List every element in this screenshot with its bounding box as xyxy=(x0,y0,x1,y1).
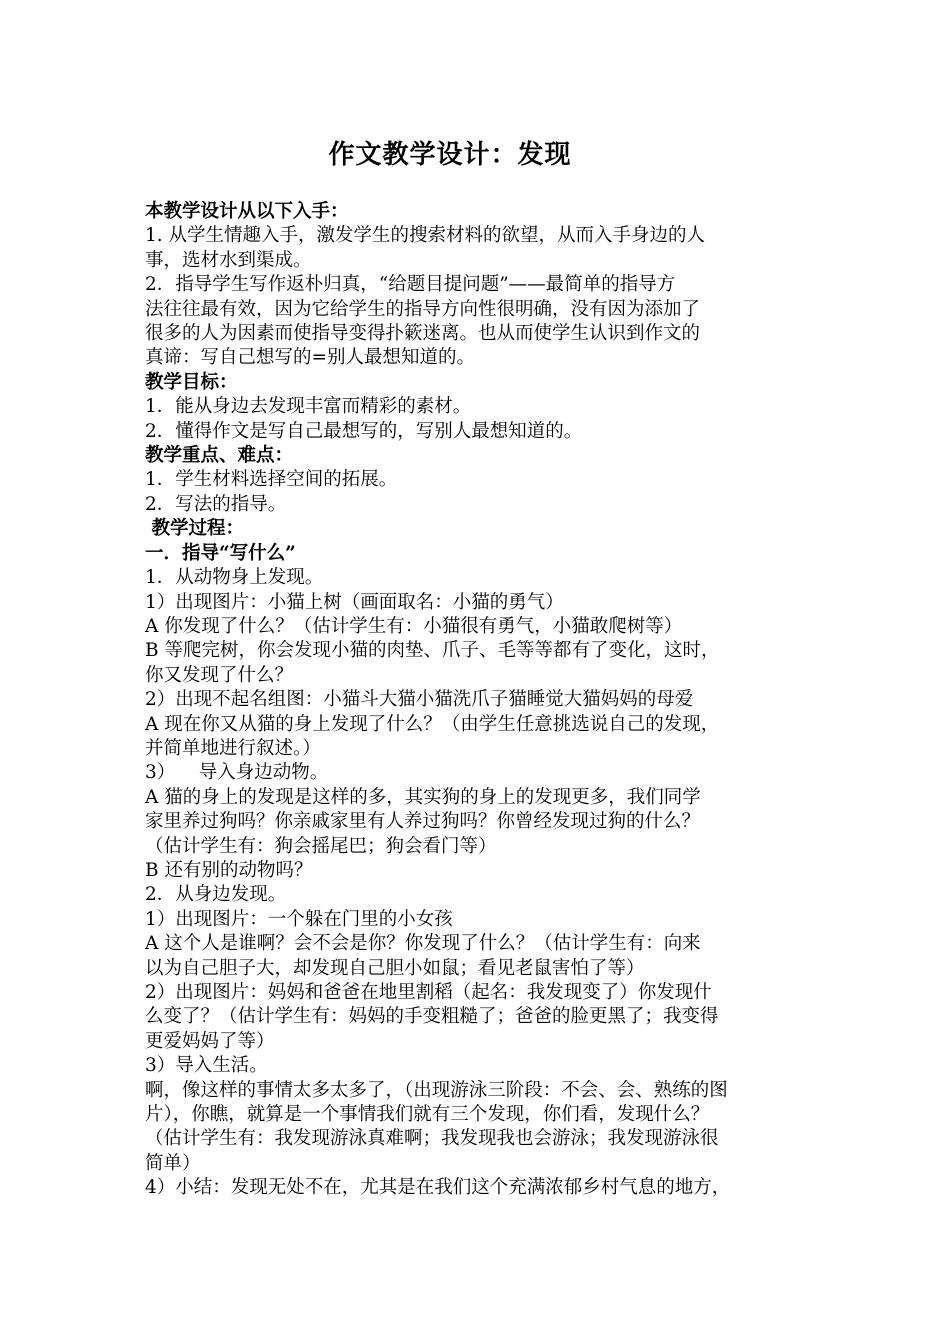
text-line: 事，选材水到渠成。 xyxy=(145,249,312,271)
text-line: 法往往最有效，因为它给学生的指导方向性很明确，没有因为添加了 xyxy=(145,298,701,320)
document-body xyxy=(145,200,815,1201)
text-line: A 猫的身上的发现是这样的多，其实狗的身上的发现更多，我们同学 xyxy=(145,786,701,808)
text-line: 1．学生材料选择空间的拓展。 xyxy=(145,469,398,491)
text-line: （估计学生有：我发现游泳真难啊；我发现我也会游泳；我发现游泳很 xyxy=(145,1128,719,1150)
text-line: 简单） xyxy=(145,1152,201,1174)
text-line: （估计学生有：狗会摇尾巴；狗会看门等） xyxy=(145,835,497,857)
text-line: 2．指导学生写作返朴归真，“给题目提问题”——最简单的指导方 xyxy=(145,274,676,296)
text-line: 3）导入生活。 xyxy=(145,1055,268,1077)
text-line: 你又发现了什么？ xyxy=(145,664,294,686)
text-line: 啊，像这样的事情太多太多了，（出现游泳三阶段：不会、会、熟练的图 xyxy=(145,1079,728,1101)
text-line: A 现在你又从猫的身上发现了什么？（由学生任意挑选说自己的发现， xyxy=(145,713,720,735)
text-line: 1. 从学生情趣入手，激发学生的搜索材料的欲望，从而入手身边的人 xyxy=(145,225,706,247)
text-line: 家里养过狗吗？你亲戚家里有人养过狗吗？你曾经发现过狗的什么？ xyxy=(145,811,701,833)
text-line: 4）小结：发现无处不在，尤其是在我们这个充满浓郁乡村气息的地方， xyxy=(145,1177,731,1199)
text-line: A 这个人是谁啊？会不会是你？你发现了什么？（估计学生有：向来 xyxy=(145,933,701,955)
text-line: 么变了？（估计学生有：妈妈的手变粗糙了；爸爸的脸更黑了；我变得 xyxy=(145,1006,719,1028)
text-line: B 还有别的动物吗？ xyxy=(145,859,313,881)
text-line: 2．写法的指导。 xyxy=(145,493,287,515)
section-heading: 教学目标： xyxy=(145,371,238,393)
section-heading: 教学过程： xyxy=(145,518,244,540)
text-line: 更爱妈妈了等） xyxy=(145,1030,275,1052)
text-line: 1）出现图片：小猫上树（画面取名：小猫的勇气） xyxy=(145,591,564,613)
text-line: 2．从身边发现。 xyxy=(145,884,287,906)
document-title: 作文教学设计：发现 xyxy=(328,140,572,170)
text-line: 很多的人为因素而使指导变得扑簌迷离。也从而使学生认识到作文的 xyxy=(145,323,701,345)
section-heading: 教学重点、难点： xyxy=(145,445,294,467)
section-heading: 一．指导“写什么” xyxy=(145,542,296,564)
text-line: 2）出现图片：妈妈和爸爸在地里割稻（起名：我发现变了）你发现什 xyxy=(145,982,712,1003)
section-heading: 本教学设计从以下入手： xyxy=(145,201,349,222)
text-line: 真谛：写自己想写的=别人最想知道的。 xyxy=(145,347,476,369)
text-line: 2．懂得作文是写自己最想写的，写别人最想知道的。 xyxy=(145,420,583,442)
text-line: 以为自己胆子大，却发现自己胆小如鼠；看见老鼠害怕了等） xyxy=(145,957,645,979)
text-line: 并简单地进行叙述。） xyxy=(145,737,321,759)
text-line: B 等爬完树，你会发现小猫的肉垫、爪子、毛等等都有了变化，这时， xyxy=(145,640,720,662)
text-line: 片），你瞧，就算是一个事情我们就有三个发现，你们看，发现什么？ xyxy=(145,1104,710,1126)
text-line: 2）出现不起名组图：小猫斗大猫小猫洗爪子猫睡觉大猫妈妈的母爱 xyxy=(145,689,694,711)
text-line: 1．从动物身上发现。 xyxy=(145,567,324,589)
text-line: 3） 导入身边动物。 xyxy=(145,762,329,784)
text-line: 1．能从身边去发现丰富而精彩的素材。 xyxy=(145,396,472,418)
text-line: A 你发现了什么？（估计学生有：小猫很有勇气，小猫敢爬树等） xyxy=(145,615,683,637)
text-line: 1）出现图片：一个躲在门里的小女孩 xyxy=(145,908,453,930)
